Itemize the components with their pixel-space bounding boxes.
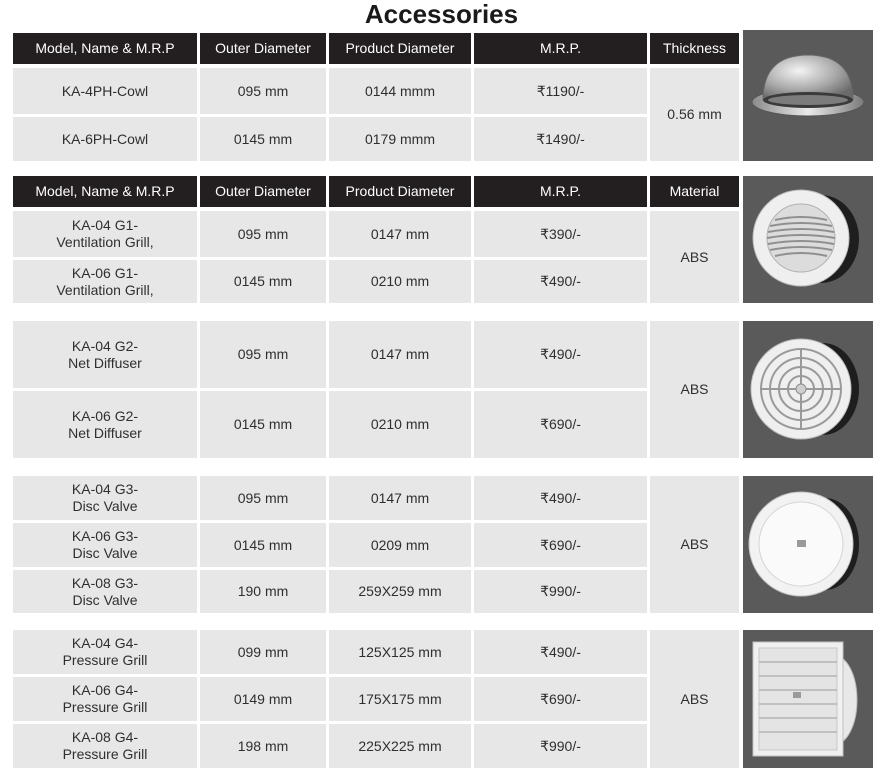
- table-row-mrp: ₹490/-: [474, 260, 647, 303]
- model-line1: KA-04 G1-: [71, 217, 139, 233]
- table-row-model: KA-6PH-Cowl: [13, 117, 197, 161]
- header-outer-diameter: Outer Diameter: [200, 33, 326, 64]
- header-model: Model, Name & M.R.P: [13, 33, 197, 64]
- model-line2: Disc Valve: [72, 545, 138, 561]
- table-row-outer: 099 mm: [200, 630, 326, 674]
- model-line2: Ventilation Grill,: [56, 281, 154, 298]
- model-line2: Net Diffuser: [68, 354, 142, 371]
- model-line1: KA-08 G3-: [71, 574, 139, 591]
- table-row-model: [13, 211, 197, 257]
- table-row-product: 0147 mm: [329, 211, 471, 257]
- table-row-product: 0144 mmm: [329, 68, 471, 114]
- table-row-product: 0210 mm: [329, 391, 471, 458]
- model-line1: KA-06 G4-: [71, 682, 139, 698]
- model-line1: KA-06 G3-: [71, 528, 139, 544]
- model-line2: Pressure Grill: [62, 746, 148, 762]
- material-value: ABS: [650, 476, 739, 613]
- material-value: ABS: [650, 211, 739, 303]
- header-model: Model, Name & M.R.P: [13, 176, 197, 207]
- table-row-outer: 095 mm: [200, 68, 326, 114]
- table-row-product: 0147 mm: [329, 476, 471, 520]
- material-value: ABS: [650, 321, 739, 458]
- table-row-model: [13, 523, 197, 567]
- net-diffuser-icon: [743, 321, 873, 458]
- model-line1: KA-04 G4-: [71, 635, 139, 651]
- table-row-outer: 095 mm: [200, 321, 326, 388]
- table-row-product: 225X225 mm: [329, 724, 471, 768]
- material-value: ABS: [650, 630, 739, 768]
- table-row-model: [13, 630, 197, 674]
- disc-valve-icon: [743, 476, 873, 613]
- ventilation-grill-image: [743, 176, 873, 303]
- table-row-outer: 0145 mm: [200, 391, 326, 458]
- pressure-grill-icon: [743, 630, 873, 768]
- table-row-model: [13, 391, 197, 458]
- table-row-model: [13, 321, 197, 388]
- header-mrp: M.R.P.: [474, 33, 647, 64]
- disc-valve-image: [743, 476, 873, 613]
- thickness-value: 0.56 mm: [650, 68, 739, 161]
- cowl-icon: [743, 30, 873, 161]
- table-row-outer: 190 mm: [200, 570, 326, 613]
- model-line1: KA-06 G1-: [71, 264, 139, 281]
- table-row-model: [13, 260, 197, 303]
- table-row-product: 0179 mmm: [329, 117, 471, 161]
- table-row-mrp: ₹990/-: [474, 724, 647, 768]
- table-row-mrp: ₹490/-: [474, 321, 647, 388]
- table-row-outer: 0145 mm: [200, 117, 326, 161]
- table-row-outer: 095 mm: [200, 476, 326, 520]
- table-row-model: [13, 476, 197, 520]
- table-row-mrp: ₹490/-: [474, 630, 647, 674]
- table-row-product: 175X175 mm: [329, 677, 471, 721]
- table-row-product: 125X125 mm: [329, 630, 471, 674]
- pressure-grill-image: [743, 630, 873, 768]
- model-line2: Net Diffuser: [68, 424, 142, 441]
- model-line2: Pressure Grill: [62, 699, 148, 715]
- header-material: Material: [650, 176, 739, 207]
- model-line2: Pressure Grill: [62, 652, 148, 668]
- table-row-product: 0209 mm: [329, 523, 471, 567]
- header-product-diameter: Product Diameter: [329, 176, 471, 207]
- header-product-diameter: Product Diameter: [329, 33, 471, 64]
- table-row-model: [13, 570, 197, 613]
- header-outer-diameter: Outer Diameter: [200, 176, 326, 207]
- table-row-outer: 095 mm: [200, 211, 326, 257]
- table-row-outer: 0145 mm: [200, 523, 326, 567]
- model-line2: Disc Valve: [72, 591, 138, 608]
- table-row-mrp: ₹990/-: [474, 570, 647, 613]
- table-row-product: 0147 mm: [329, 321, 471, 388]
- table-row-mrp: ₹1490/-: [474, 117, 647, 161]
- table-row-outer: 0149 mm: [200, 677, 326, 721]
- table-row-product: 0210 mm: [329, 260, 471, 303]
- header-mrp: M.R.P.: [474, 176, 647, 207]
- cowl-image: [743, 30, 873, 161]
- model-line1: KA-06 G2-: [71, 407, 139, 424]
- table-row-model: KA-4PH-Cowl: [13, 68, 197, 114]
- page-title: Accessories: [364, 0, 519, 29]
- table-row-mrp: ₹1190/-: [474, 68, 647, 114]
- table-row-mrp: ₹690/-: [474, 677, 647, 721]
- model-line2: Ventilation Grill,: [56, 234, 154, 250]
- header-thickness: Thickness: [650, 33, 739, 64]
- table-row-model: [13, 677, 197, 721]
- model-line1: KA-04 G3-: [71, 481, 139, 497]
- table-row-mrp: ₹690/-: [474, 391, 647, 458]
- net-diffuser-image: [743, 321, 873, 458]
- table-row-mrp: ₹390/-: [474, 211, 647, 257]
- table-row-outer: 0145 mm: [200, 260, 326, 303]
- table-row-mrp: ₹490/-: [474, 476, 647, 520]
- table-row-model: [13, 724, 197, 768]
- model-line1: KA-04 G2-: [71, 337, 139, 354]
- model-line1: KA-08 G4-: [71, 729, 139, 745]
- ventilation-grill-icon: [743, 176, 873, 303]
- table-row-product: 259X259 mm: [329, 570, 471, 613]
- table-row-mrp: ₹690/-: [474, 523, 647, 567]
- model-line2: Disc Valve: [72, 498, 138, 514]
- table-row-outer: 198 mm: [200, 724, 326, 768]
